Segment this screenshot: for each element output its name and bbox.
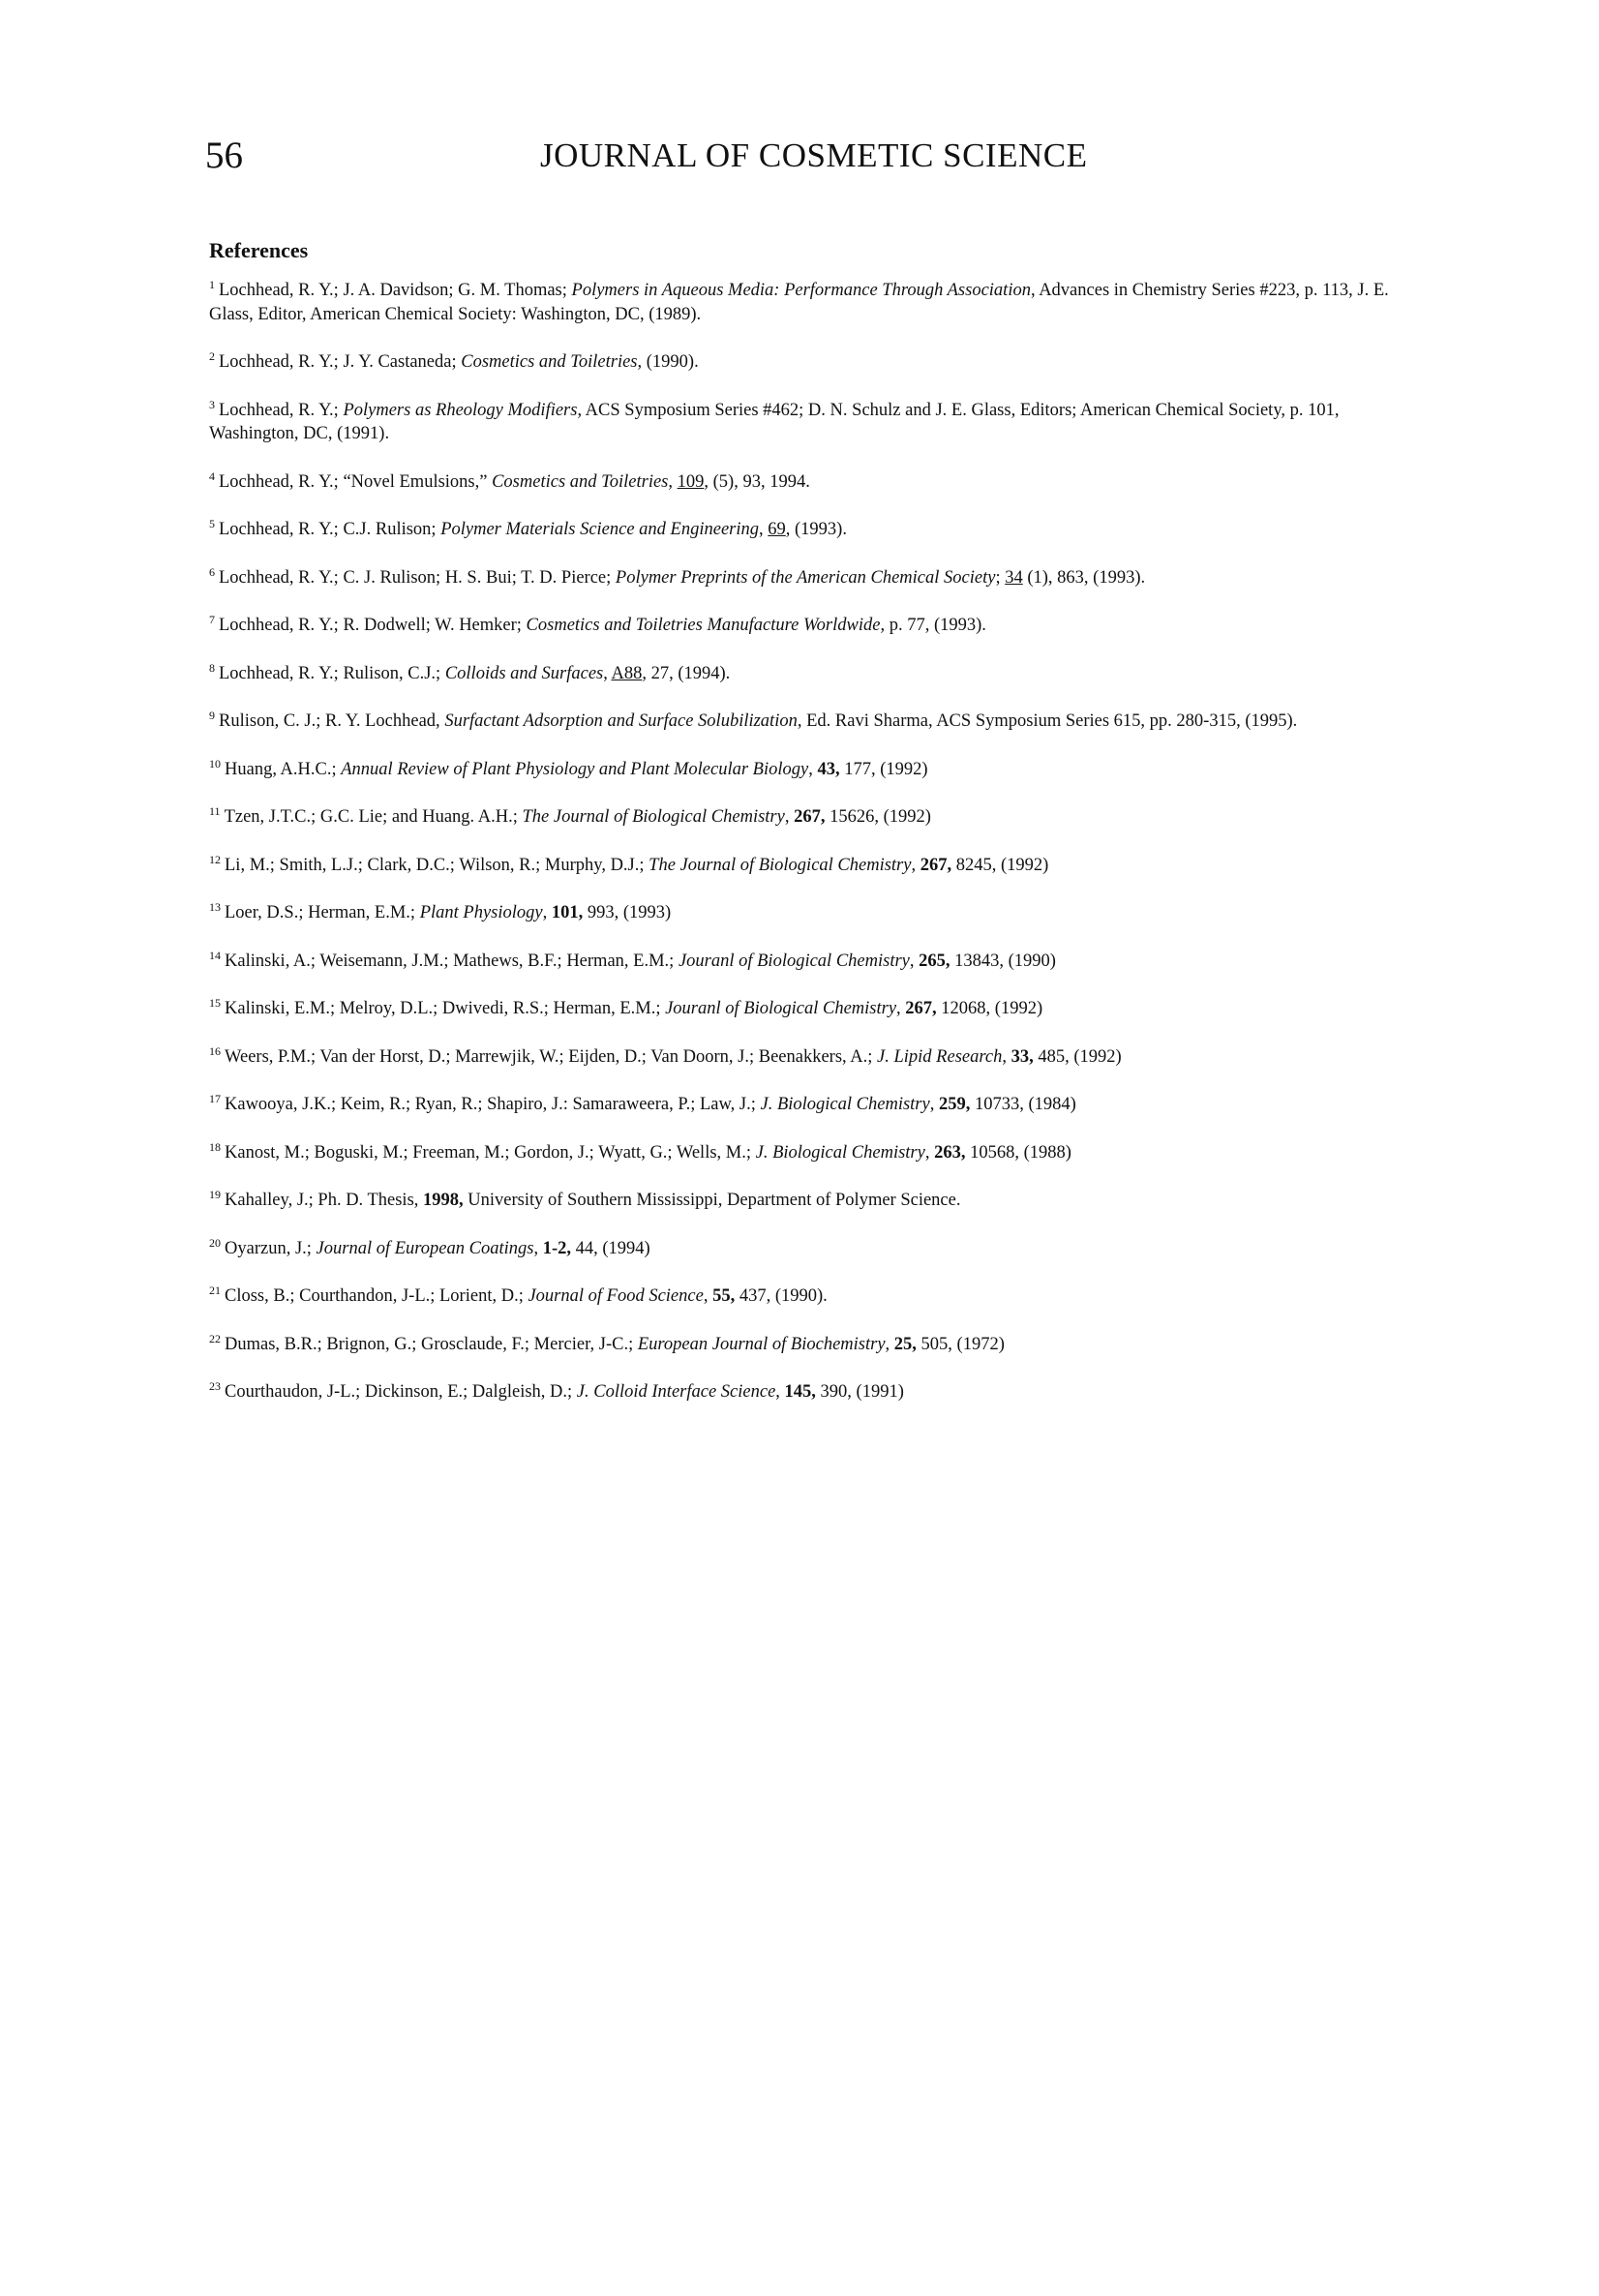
reference-title: Plant Physiology [419, 903, 543, 922]
reference-details: , (1993). [785, 520, 847, 539]
reference-authors: Lochhead, R. Y.; Rulison, C.J.; [219, 663, 445, 683]
reference-details: 177, (1992) [839, 759, 928, 779]
reference-authors: Oyarzun, J.; [225, 1238, 317, 1258]
reference-number: 9 [209, 709, 215, 722]
reference-volume: 145, [784, 1382, 816, 1402]
reference-authors: Lochhead, R. Y.; C.J. Rulison; [219, 520, 441, 539]
reference-authors: Courthaudon, J-L.; Dickinson, E.; Dalgleish, D.; [225, 1382, 577, 1402]
reference-volume: 109 [677, 471, 705, 492]
reference-title: Polymer Preprints of the American Chemical Society [615, 567, 996, 588]
reference-volume: 33, [1011, 1046, 1034, 1067]
reference-title: Cosmetics and Toiletries Manufacture Worldwide [526, 616, 881, 635]
reference-volume: 267, [905, 999, 937, 1018]
reference-authors: Kalinski, A.; Weisemann, J.M.; Mathews, B.F.; Herman, E.M.; [225, 951, 679, 971]
reference-details: , p. 77, (1993). [880, 616, 986, 635]
reference-separator: , [808, 759, 818, 779]
reference-volume: 259, [938, 1095, 971, 1114]
reference-authors: Closs, B.; Courthandon, J-L.; Lorient, D.; [225, 1286, 528, 1306]
reference-list [209, 279, 1409, 1405]
reference-title: Cosmetics and Toiletries [492, 471, 669, 492]
reference-title: Colloids and Surfaces [444, 663, 604, 683]
reference-number: 13 [209, 900, 221, 914]
reference-volume: 1-2, [542, 1238, 572, 1258]
reference-separator: , [542, 903, 552, 922]
reference-details: , Ed. Ravi Sharma, ACS Symposium Series 615, pp. 280-315, (1995). [797, 711, 1298, 731]
reference-item [209, 1045, 1409, 1070]
reference-item [209, 710, 1409, 734]
reference-number: 18 [209, 1139, 221, 1154]
reference-number: 2 [209, 349, 215, 363]
reference-title: Jouranl of Biological Chemistry [665, 999, 897, 1018]
reference-separator: , [911, 855, 920, 875]
reference-number: 22 [209, 1331, 221, 1345]
reference-title: The Journal of Biological Chemistry [522, 807, 785, 827]
reference-authors: Rulison, C. J.; R. Y. Lochhead, [219, 711, 445, 731]
reference-volume: 101, [551, 903, 584, 922]
reference-separator: , [784, 807, 795, 827]
reference-item [209, 854, 1409, 878]
reference-number: 3 [209, 397, 215, 411]
reference-number: 6 [209, 564, 215, 579]
reference-volume: 69 [768, 520, 786, 539]
reference-authors: Lochhead, R. Y.; C. J. Rulison; H. S. Bui; T. D. Pierce; [219, 567, 616, 588]
reference-item [209, 997, 1409, 1021]
reference-details: 505, (1972) [916, 1334, 1005, 1354]
reference-item [209, 950, 1409, 974]
reference-details: (1), 863, (1993). [1022, 567, 1146, 588]
reference-title: European Journal of Biochemistry [637, 1334, 886, 1354]
reference-title: Polymers as Rheology Modifiers [343, 400, 578, 420]
reference-authors: Kalinski, E.M.; Melroy, D.L.; Dwivedi, R.S.; Herman, E.M.; [225, 999, 666, 1018]
reference-authors: Kanost, M.; Boguski, M.; Freeman, M.; Gordon, J.; Wyatt, G.; Wells, M.; [225, 1142, 756, 1163]
reference-volume: 263, [934, 1142, 966, 1163]
reference-details: 437, (1990). [735, 1286, 828, 1306]
reference-separator: , [668, 471, 678, 492]
reference-title: Jouranl of Biological Chemistry [678, 951, 910, 971]
reference-title: J. Lipid Research [877, 1046, 1003, 1067]
reference-authors: Loer, D.S.; Herman, E.M.; [225, 903, 420, 922]
reference-authors: Tzen, J.T.C.; G.C. Lie; and Huang. A.H.; [224, 807, 523, 827]
reference-item [209, 399, 1409, 446]
reference-number: 23 [209, 1379, 221, 1393]
reference-title: Polymers in Aqueous Media: Performance Through Association [571, 281, 1031, 300]
reference-details: 8245, (1992) [951, 855, 1049, 875]
reference-number: 12 [209, 852, 221, 866]
reference-details: 485, (1992) [1033, 1046, 1122, 1067]
reference-separator: ; [995, 567, 1006, 588]
reference-number: 8 [209, 660, 215, 675]
reference-item [209, 279, 1409, 326]
reference-authors: Lochhead, R. Y.; J. Y. Castaneda; [219, 352, 462, 372]
reference-number: 4 [209, 468, 215, 483]
reference-details: , (1990). [637, 352, 699, 372]
reference-separator: , [603, 663, 612, 683]
reference-separator: , [775, 1382, 785, 1402]
journal-title: JOURNAL OF COSMETIC SCIENCE [540, 136, 1088, 174]
reference-number: 19 [209, 1188, 221, 1201]
reference-volume: 25, [893, 1334, 917, 1354]
reference-number: 7 [209, 613, 215, 626]
reference-item [209, 566, 1409, 590]
reference-item [209, 1189, 1409, 1213]
section-heading: References [209, 238, 309, 262]
reference-item [209, 662, 1409, 686]
reference-volume: 55, [712, 1286, 736, 1306]
reference-item [209, 901, 1409, 925]
reference-separator: , [896, 999, 906, 1018]
reference-title: Cosmetics and Toiletries [461, 352, 638, 372]
reference-authors: Weers, P.M.; Van der Horst, D.; Marrewjik, W.; Eijden, D.; Van Doorn, J.; Beenakkers, A.; [225, 1046, 878, 1067]
reference-separator: , [929, 1095, 939, 1114]
reference-separator: , [924, 1142, 935, 1163]
reference-item [209, 614, 1409, 638]
reference-volume: 265, [919, 951, 950, 971]
reference-authors: Lochhead, R. Y.; “Novel Emulsions,” [219, 471, 493, 492]
reference-number: 11 [209, 804, 221, 818]
reference-details: , ACS Symposium Series #462; D. N. Schulz and J. E. Glass, Editors; American Chemical Society, p. 101, Washington, DC, (1991). [209, 400, 1340, 443]
reference-details: 10733, (1984) [970, 1095, 1076, 1114]
reference-number: 20 [209, 1235, 221, 1250]
reference-title: Polymer Materials Science and Engineering [440, 520, 760, 539]
reference-number: 17 [209, 1092, 221, 1105]
reference-authors: Lochhead, R. Y.; [219, 400, 344, 420]
reference-details: , Advances in Chemistry Series #223, p. 113, J. E. Glass, Editor, American Chemical Society: Washington, DC, (1989). [209, 281, 1389, 324]
reference-separator: , [909, 951, 920, 971]
reference-details: 993, (1993) [583, 903, 672, 922]
reference-title: Journal of European Coatings [316, 1238, 534, 1258]
reference-details: , (5), 93, 1994. [704, 471, 810, 492]
reference-separator: , [703, 1286, 713, 1306]
reference-item [209, 1237, 1409, 1261]
reference-item [209, 1141, 1409, 1165]
reference-title: J. Colloid Interface Science [576, 1382, 776, 1402]
page-number: 56 [205, 135, 243, 176]
reference-volume: A88 [611, 663, 643, 683]
reference-volume: 34 [1005, 567, 1023, 588]
reference-number: 1 [209, 278, 215, 291]
reference-details: , 27, (1994). [642, 663, 731, 683]
reference-title: Surfactant Adsorption and Surface Solubilization [444, 711, 798, 731]
reference-volume: 267, [794, 807, 826, 827]
reference-number: 14 [209, 948, 221, 962]
reference-details: 15626, (1992) [825, 807, 931, 827]
reference-details: 12068, (1992) [936, 999, 1043, 1018]
reference-authors: Lochhead, R. Y.; R. Dodwell; W. Hemker; [219, 616, 527, 635]
reference-item [209, 1284, 1409, 1309]
reference-title: J. Biological Chemistry [760, 1095, 930, 1114]
reference-item [209, 758, 1409, 782]
reference-details: 390, (1991) [815, 1382, 904, 1402]
reference-title: Journal of Food Science [528, 1286, 704, 1306]
reference-authors: Li, M.; Smith, L.J.; Clark, D.C.; Wilson, R.; Murphy, D.J.; [225, 855, 649, 875]
reference-number: 5 [209, 517, 215, 530]
reference-number: 21 [209, 1284, 221, 1297]
reference-item [209, 805, 1409, 830]
reference-item [209, 470, 1409, 495]
reference-item [209, 350, 1409, 375]
reference-item [209, 1380, 1409, 1405]
reference-details: 10568, (1988) [965, 1142, 1071, 1163]
reference-title: The Journal of Biological Chemistry [649, 855, 912, 875]
reference-item [209, 1333, 1409, 1357]
reference-number: 15 [209, 996, 221, 1010]
reference-item [209, 518, 1409, 542]
reference-title: Annual Review of Plant Physiology and Plant Molecular Biology [341, 759, 809, 779]
reference-details: 44, (1994) [571, 1238, 650, 1258]
reference-authors: Lochhead, R. Y.; J. A. Davidson; G. M. Thomas; [219, 281, 572, 300]
reference-authors: Huang, A.H.C.; [225, 759, 342, 779]
reference-authors: Kahalley, J.; Ph. D. Thesis, [225, 1191, 424, 1210]
page-header [205, 132, 1417, 180]
reference-volume: 43, [817, 759, 840, 779]
reference-title: J. Biological Chemistry [755, 1142, 925, 1163]
reference-item [209, 1093, 1409, 1117]
reference-separator: , [1002, 1046, 1011, 1067]
reference-separator: , [885, 1334, 894, 1354]
reference-year: 1998, [423, 1191, 464, 1210]
reference-volume: 267, [920, 855, 952, 875]
reference-separator: , [533, 1238, 543, 1258]
reference-separator: , [759, 520, 769, 539]
reference-details: 13843, (1990) [950, 951, 1056, 971]
reference-authors: Dumas, B.R.; Brignon, G.; Grosclaude, F.; Mercier, J-C.; [225, 1334, 638, 1354]
reference-details: University of Southern Mississippi, Department of Polymer Science. [463, 1191, 961, 1210]
reference-authors: Kawooya, J.K.; Keim, R.; Ryan, R.; Shapiro, J.: Samaraweera, P.; Law, J.; [225, 1095, 761, 1114]
reference-number: 16 [209, 1043, 221, 1058]
reference-number: 10 [209, 756, 221, 770]
